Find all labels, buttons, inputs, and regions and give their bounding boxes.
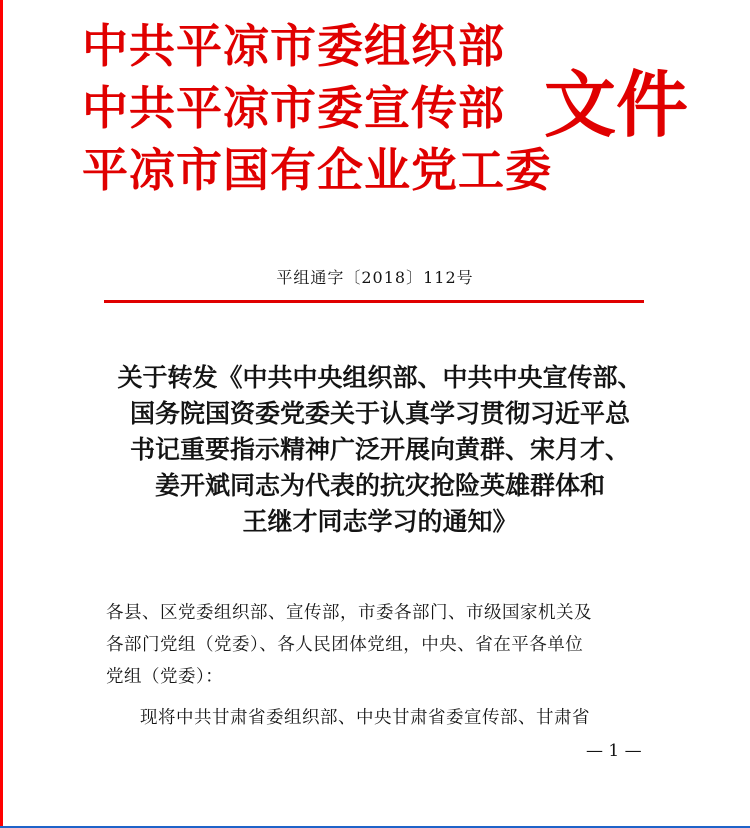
issuer-line-2: 中共平凉市委宣传部 <box>82 81 505 135</box>
page-number: — 1 — <box>586 741 642 761</box>
document-number: 平组通字〔2018〕112号 <box>276 268 474 287</box>
title-line-4: 姜开斌同志为代表的抗灾抢险英雄群体和 <box>154 471 605 500</box>
issuer-line-3: 平凉市国有企业党工委 <box>82 143 552 197</box>
document-title <box>100 360 660 540</box>
red-separator-line <box>104 300 644 303</box>
addressee-line-2: 各部门党组（党委）、各人民团体党组，中央、省在平各单位 <box>106 635 584 655</box>
document-suffix: 文件 <box>544 62 689 147</box>
addressee-block <box>106 597 666 693</box>
title-line-3: 书记重要指示精神广泛开展向黄群、宋月才、 <box>129 435 630 464</box>
title-line-2: 国务院国资委党委关于认真学习贯彻习近平总 <box>129 399 630 428</box>
title-line-5: 王继才同志学习的通知》 <box>242 507 518 536</box>
issuer-line-1: 中共平凉市委组织部 <box>82 19 505 73</box>
issuer-header <box>82 18 689 200</box>
addressee-line-3: 党组（党委）： <box>106 667 224 687</box>
title-line-1: 关于转发《中共中央组织部、中共中央宣传部、 <box>117 363 643 392</box>
addressee-line-1: 各县、区党委组织部、宣传部，市委各部门、市级国家机关及 <box>106 603 592 623</box>
left-red-border <box>0 0 3 826</box>
body-paragraph: 现将中共甘肃省委组织部、中央甘肃省委宣传部、甘肃省 <box>140 708 590 728</box>
